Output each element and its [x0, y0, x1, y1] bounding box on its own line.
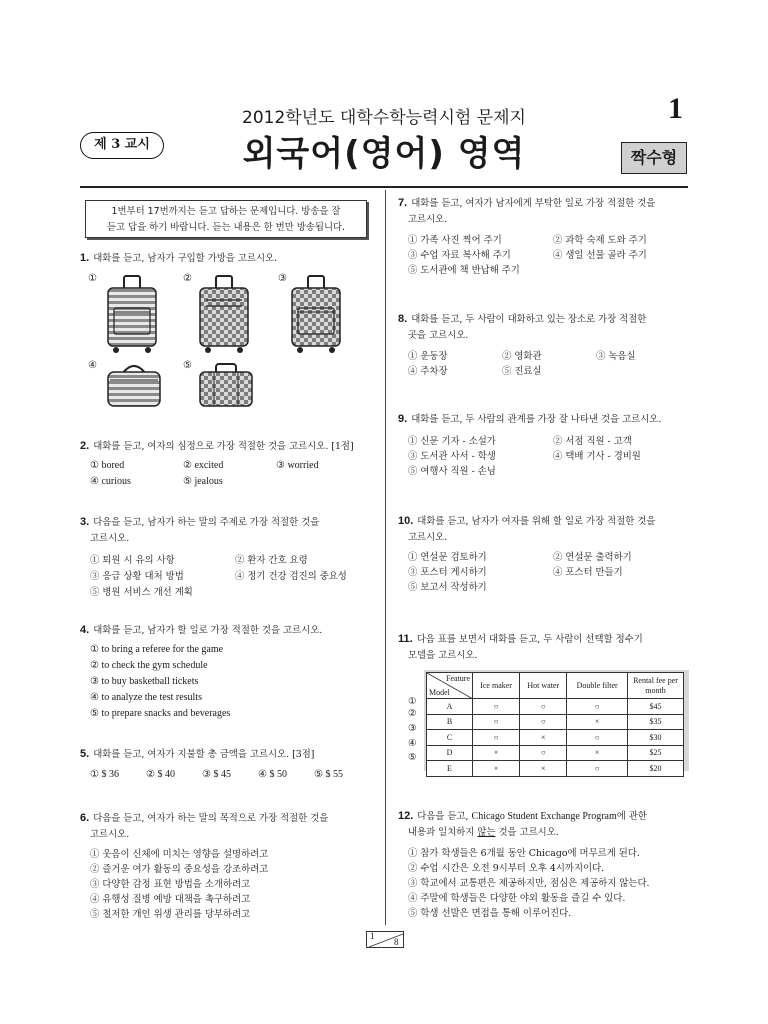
option-5[interactable]: ⑤ 학생 선발은 면접을 통해 이루어진다. [408, 908, 572, 919]
question-text: 다음을 듣고, 여자가 하는 말의 목적으로 가장 적절한 것을 [93, 813, 329, 824]
corner-top-label: Feature [446, 674, 470, 683]
question-text-cont: 고르시오. [408, 532, 448, 543]
row-option-1[interactable]: ① [408, 696, 417, 707]
table-row [427, 730, 684, 746]
question-text-cont: 곳을 고르시오. [408, 330, 469, 341]
question-number: 10. [398, 515, 414, 527]
option-1[interactable]: ① 웃음이 신체에 미치는 영향을 설명하려고 [90, 849, 269, 860]
table-cell: $35 [628, 714, 684, 730]
corner-bottom-label: Model [429, 688, 450, 697]
underlined-word: 않는 [477, 827, 496, 838]
table-cell: $30 [628, 730, 684, 746]
page-indicator [366, 931, 404, 948]
option-4[interactable]: ④ 주차장 [408, 366, 448, 377]
option-5[interactable]: ⑤ 도서관에 책 반납해 주기 [408, 265, 520, 276]
option-4[interactable]: ④ 주말에 학생들은 다양한 야외 활동을 즐길 수 있다. [408, 893, 626, 904]
option-3[interactable]: ③ 도서관 사서 - 학생 [408, 451, 496, 462]
table-cell: $45 [628, 699, 684, 715]
option-3[interactable]: ③ 수업 자료 복사해 주기 [408, 250, 511, 261]
option-label[interactable]: ⑤ [183, 360, 192, 371]
question-number: 7. [398, 197, 408, 209]
form-type-badge: 짝수형 [621, 142, 687, 174]
duffel-bag-4-icon[interactable] [104, 360, 164, 410]
option-1[interactable]: ① 운동장 [408, 351, 448, 362]
table-cell: C [427, 730, 473, 746]
option-4[interactable]: ④ 유행성 질병 예방 대책을 촉구하려고 [90, 894, 251, 905]
option-5[interactable]: ⑤ 진료실 [502, 366, 542, 377]
question-text: 다음 표를 보면서 대화를 듣고, 두 사람이 선택할 정수기 [416, 634, 643, 645]
option-2[interactable]: ② 서점 직원 - 고객 [553, 436, 632, 447]
option-3[interactable]: ③ $ 45 [202, 769, 231, 780]
table-cell: × [520, 730, 567, 746]
table-cell: ○ [567, 730, 628, 746]
option-3[interactable]: ③ to buy basketball tickets [90, 676, 199, 687]
table-cell: A [427, 699, 473, 715]
question-number: 6. [80, 812, 90, 824]
table-corner-cell [427, 673, 473, 699]
option-3[interactable]: ③ 학교에서 교통편은 제공하지만, 점심은 제공하지 않는다. [408, 878, 650, 889]
option-3[interactable]: ③ 녹음실 [596, 351, 636, 362]
question-number: 4. [80, 624, 90, 636]
table-cell: × [567, 714, 628, 730]
period-badge: 제 3 교시 [80, 132, 164, 159]
table-cell: ○ [520, 714, 567, 730]
listening-notice [85, 200, 367, 238]
question-text-cont: 모델을 고르시오. [408, 650, 478, 661]
subject-title: 외국어(영어) 영역 [242, 134, 526, 174]
question-4 [80, 622, 380, 639]
feature-table [426, 672, 684, 777]
table-cell: × [473, 745, 520, 761]
option-3[interactable]: ③ 포스터 게시하기 [408, 567, 487, 578]
question-text: 다음을 듣고, [417, 811, 472, 822]
table-cell: $25 [628, 745, 684, 761]
option-4[interactable]: ④ $ 50 [258, 769, 287, 780]
question-text-cont: 고르시오. [90, 829, 130, 840]
table-row [427, 699, 684, 715]
option-1[interactable]: ① bored [90, 460, 125, 471]
option-1[interactable]: ① $ 36 [90, 769, 119, 780]
option-2[interactable]: ② 환자 간호 요령 [235, 555, 308, 566]
option-label[interactable]: ② [183, 273, 192, 284]
option-5[interactable]: ⑤ 철저한 개인 위생 관리를 당부하려고 [90, 909, 251, 920]
question-1 [80, 250, 380, 267]
table-cell: $20 [628, 761, 684, 777]
question-11 [398, 631, 690, 664]
option-1[interactable]: ① to bring a referee for the game [90, 644, 224, 655]
table-cell: × [520, 761, 567, 777]
table-cell: D [427, 745, 473, 761]
column-divider [385, 190, 386, 925]
option-5[interactable]: ⑤ 병원 서비스 개선 계획 [90, 587, 193, 598]
question-text-cont: 내용과 일치하지 [408, 827, 478, 838]
notice-line-1: 1번부터 17번까지는 듣고 답하는 문제입니다. 방송을 잘 [111, 206, 341, 217]
suitcase-1-icon[interactable] [104, 274, 160, 354]
question-number: 1. [80, 252, 90, 264]
table-cell: ○ [473, 730, 520, 746]
option-5[interactable]: ⑤ to prepare snacks and beverages [90, 708, 231, 719]
row-option-4[interactable]: ④ [408, 738, 417, 749]
option-4[interactable]: ④ 생일 선물 골라 주기 [553, 250, 647, 261]
row-option-2[interactable]: ② [408, 708, 417, 719]
footer-page: 1 [370, 931, 375, 941]
question-number: 11. [398, 633, 413, 645]
question-number: 5. [80, 748, 90, 760]
option-5[interactable]: ⑤ $ 55 [314, 769, 343, 780]
option-4[interactable]: ④ curious [90, 476, 131, 487]
question-text: 대화를 듣고, 여자의 심정으로 가장 적절한 것을 고르시오. [1점] [93, 441, 354, 452]
question-text: 대화를 듣고, 남자가 할 일로 가장 적절한 것을 고르시오. [93, 625, 323, 636]
notice-line-2: 듣고 답을 하기 바랍니다. 듣는 내용은 한 번만 방송됩니다. [106, 222, 346, 233]
question-text-cont: 고르시오. [90, 533, 130, 544]
suitcase-3-icon[interactable] [288, 274, 344, 354]
page-number: 1 [668, 92, 683, 125]
option-1[interactable]: ① 가족 사진 찍어 주기 [408, 235, 502, 246]
header-divider [80, 186, 688, 188]
option-2[interactable]: ② $ 40 [146, 769, 175, 780]
option-2[interactable]: ② 즐거운 여가 활동의 중요성을 강조하려고 [90, 864, 269, 875]
column-header: Rental fee per month [628, 673, 684, 699]
option-4[interactable]: ④ to analyze the test results [90, 692, 202, 703]
program-name: Chicago Student Exchange Program [471, 811, 617, 822]
question-text: 대화를 듣고, 남자가 구입할 가방을 고르시오. [93, 253, 278, 264]
option-2[interactable]: ② 연설문 출력하기 [553, 552, 632, 563]
question-number: 8. [398, 313, 408, 325]
question-9 [398, 411, 690, 428]
option-4[interactable]: ④ 포스터 만들기 [553, 567, 623, 578]
table-cell: ○ [520, 699, 567, 715]
option-3[interactable]: ③ worried [276, 460, 319, 471]
table-cell: ○ [520, 745, 567, 761]
question-text: 다음을 듣고, 남자가 하는 말의 주제로 가장 적절한 것을 [93, 517, 320, 528]
question-7 [398, 195, 690, 228]
table-cell: ○ [567, 761, 628, 777]
table-row [427, 761, 684, 777]
table-cell: ○ [473, 714, 520, 730]
table-row [427, 745, 684, 761]
option-2[interactable]: ② excited [183, 460, 224, 471]
column-header: Double filter [567, 673, 628, 699]
column-header: Hot water [520, 673, 567, 699]
exam-title: 2012학년도 대학수학능력시험 문제지 [242, 108, 526, 128]
question-2 [80, 438, 380, 455]
suitcase-2-icon[interactable] [196, 274, 252, 354]
question-text: 대화를 듣고, 두 사람이 대화하고 있는 장소로 가장 적절한 [411, 314, 647, 325]
table-cell: × [473, 761, 520, 777]
question-text-cont: 것을 고르시오. [495, 827, 559, 838]
option-label[interactable]: ③ [278, 273, 287, 284]
question-text: 에 관한 [616, 811, 647, 822]
option-5[interactable]: ⑤ 보고서 작성하기 [408, 582, 487, 593]
question-5 [80, 746, 380, 763]
option-2[interactable]: ② to check the gym schedule [90, 660, 208, 671]
table-cell: B [427, 714, 473, 730]
option-2[interactable]: ② 영화관 [502, 351, 542, 362]
option-3[interactable]: ③ 다양한 감정 표현 방법을 소개하려고 [90, 879, 251, 890]
option-2[interactable]: ② 수업 시간은 오전 9시부터 오후 4시까지이다. [408, 863, 605, 874]
option-1[interactable]: ① 신문 기자 - 소설가 [408, 436, 496, 447]
question-text-cont: 고르시오. [408, 214, 448, 225]
column-header: Ice maker [473, 673, 520, 699]
option-2[interactable]: ② 과학 숙제 도와 주기 [553, 235, 647, 246]
footer-total: 8 [394, 937, 399, 947]
row-option-5[interactable]: ⑤ [408, 752, 417, 763]
question-number: 9. [398, 413, 408, 425]
option-1[interactable]: ① 퇴원 시 유의 사항 [90, 555, 175, 566]
option-1[interactable]: ① 참가 학생들은 6개월 동안 Chicago에 머무르게 된다. [408, 848, 640, 859]
option-label[interactable]: ④ [88, 360, 97, 371]
briefcase-5-icon[interactable] [196, 360, 256, 410]
water-purifier-table [424, 670, 689, 771]
question-text: 대화를 듣고, 두 사람의 관계를 가장 잘 나타낸 것을 고르시오. [411, 414, 662, 425]
question-12 [398, 808, 690, 841]
option-label[interactable]: ① [88, 273, 97, 284]
question-number: 2. [80, 440, 90, 452]
option-3[interactable]: ③ 응급 상황 대처 방법 [90, 571, 184, 582]
table-cell: ○ [473, 699, 520, 715]
question-number: 12. [398, 810, 414, 822]
option-5[interactable]: ⑤ jealous [183, 476, 223, 487]
table-row [427, 714, 684, 730]
question-text: 대화를 듣고, 남자가 여자를 위해 할 일로 가장 적절한 것을 [417, 516, 656, 527]
question-8 [398, 311, 690, 344]
question-10 [398, 513, 690, 546]
question-number: 3. [80, 516, 90, 528]
table-cell: × [567, 745, 628, 761]
row-option-3[interactable]: ③ [408, 723, 417, 734]
question-6 [80, 810, 380, 843]
table-cell: ○ [567, 699, 628, 715]
question-text: 대화를 듣고, 여자가 남자에게 부탁한 일로 가장 적절한 것을 [411, 198, 656, 209]
question-3 [80, 514, 380, 547]
option-4[interactable]: ④ 정기 건강 검진의 중요성 [235, 571, 347, 582]
question-text: 대화를 듣고, 여자가 지불할 총 금액을 고르시오. [3점] [93, 749, 315, 760]
table-cell: E [427, 761, 473, 777]
option-5[interactable]: ⑤ 여행사 직원 - 손님 [408, 466, 496, 477]
option-4[interactable]: ④ 택배 기사 - 경비원 [553, 451, 641, 462]
option-1[interactable]: ① 연설문 검토하기 [408, 552, 487, 563]
